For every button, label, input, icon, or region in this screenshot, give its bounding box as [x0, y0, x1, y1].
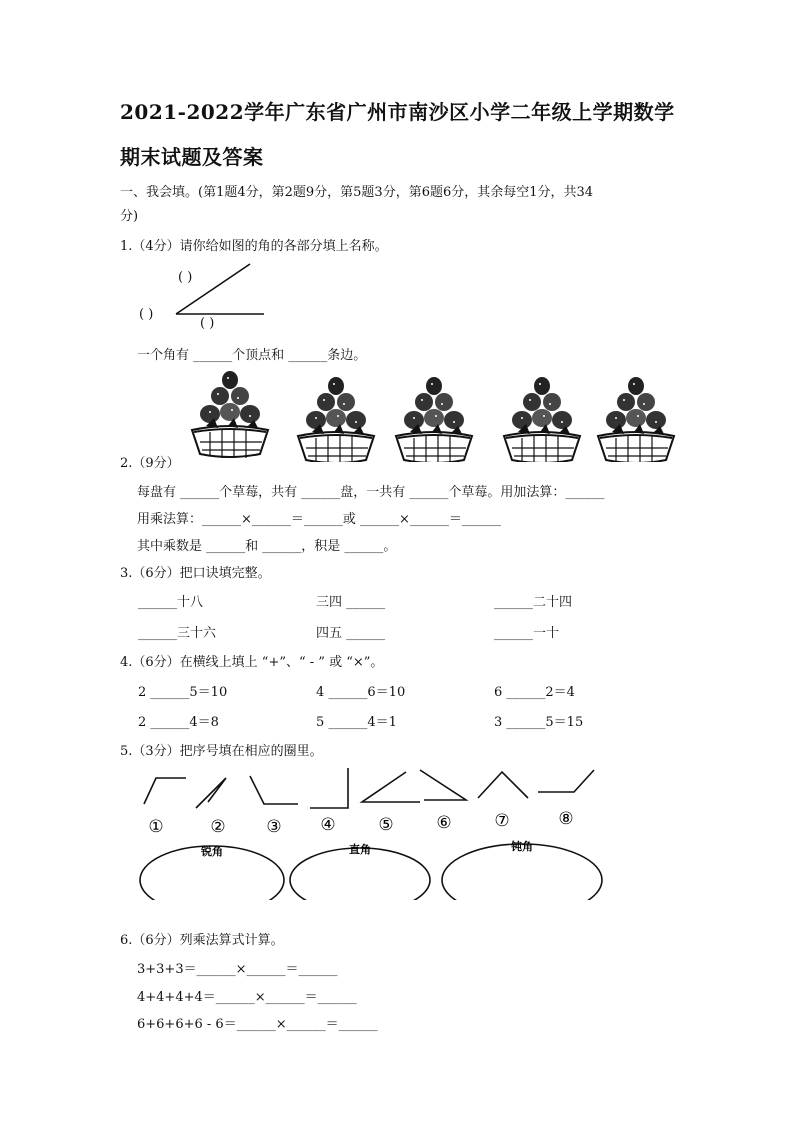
q5-prompt: 5.（3分）把序号填在相应的圈里。 [120, 744, 323, 759]
angle-shape-8 [538, 770, 594, 792]
document-title-line2: 期末试题及答案 [120, 145, 264, 169]
q4-item: 6 ______2＝4 [494, 685, 575, 700]
q6-prompt: 6.（6分）列乘法算式计算。 [120, 933, 284, 948]
oval-label: 锐角 [201, 845, 223, 858]
q3-prompt: 3.（6分）把口诀填完整。 [120, 566, 271, 581]
angle-shape-1 [144, 778, 186, 804]
oval-label: 直角 [349, 843, 371, 856]
q3-item: ______三十六 [138, 626, 217, 641]
q3-item: ______十八 [138, 595, 204, 610]
oval-label: 钝角 [511, 840, 533, 853]
angle-side-blank-2: ( ) [200, 316, 215, 331]
q5-figure [130, 760, 610, 900]
q1-fill-line: 一个角有 ______个顶点和 ______条边。 [137, 348, 367, 363]
q3-item: 四五 ______ [316, 626, 386, 641]
shape-number: ⑥ [436, 813, 452, 833]
q4-item: 4 ______6＝10 [316, 685, 406, 700]
q3-item: 三四 ______ [316, 595, 386, 610]
q4-item: 2 ______5＝10 [138, 685, 228, 700]
angle-vertex-blank: ( ) [139, 307, 154, 322]
shape-number: ① [148, 817, 164, 837]
section-heading: 一、我会填。(第1题4分，第2题9分，第5题3分，第6题6分，其余每空1分，共34 [120, 185, 594, 200]
shape-number: ④ [320, 815, 336, 835]
q2-line3: 其中乘数是 ______和 ______，积是 ______。 [137, 539, 397, 554]
document-title-line1: 2021-2022学年广东省广州市南沙区小学二年级上学期数学 [120, 100, 675, 124]
q2-line1: 每盘有 ______个草莓，共有 ______盘，一共有 ______个草莓。用加法算：______ [137, 485, 605, 500]
angle-shape-6 [420, 770, 466, 800]
q2-line2: 用乘法算：______×______＝______或 ______×______＝______ [137, 512, 501, 527]
shape-number: ⑧ [558, 809, 574, 829]
shape-number: ② [210, 817, 226, 837]
q6-line: 4+4+4+4＝______×______＝______ [137, 990, 357, 1005]
q6-line: 6+6+6+6 - 6＝______×______＝______ [137, 1017, 378, 1032]
q3-item: ______二十四 [494, 595, 573, 610]
q6-line: 3+3+3＝______×______＝______ [137, 962, 338, 977]
angle-shape-5 [362, 772, 420, 802]
shape-number: ⑦ [494, 811, 510, 831]
angle-shape-2 [196, 778, 226, 808]
strawberry-baskets [180, 370, 680, 462]
q4-item: 5 ______4＝1 [316, 715, 397, 730]
angle-shape-4 [310, 768, 348, 808]
q4-prompt: 4.（6分）在横线上填上 “+”、“ - ” 或 “×”。 [120, 655, 384, 670]
q2-label: 2.（9分） [120, 456, 180, 471]
q4-item: 2 ______4＝8 [138, 715, 219, 730]
q1-prompt: 1.（4分）请你给如图的角的各部分填上名称。 [120, 239, 388, 254]
shape-number: ⑤ [378, 815, 394, 835]
angle-shape-7 [478, 772, 528, 798]
q3-item: ______一十 [494, 626, 560, 641]
angle-side-blank: ( ) [178, 270, 193, 285]
section-heading-cont: 分) [120, 209, 139, 224]
angle-shape-3 [250, 776, 298, 804]
shape-number: ③ [266, 817, 282, 837]
q4-item: 3 ______5＝15 [494, 715, 584, 730]
